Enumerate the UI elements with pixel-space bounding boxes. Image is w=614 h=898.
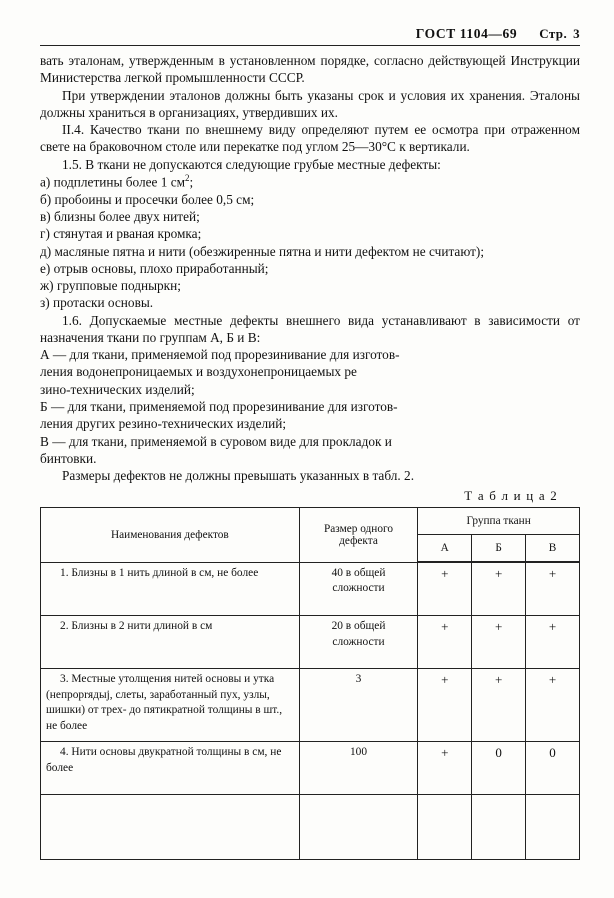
cell-group-v: + bbox=[526, 562, 580, 616]
list-item-a-superscript: 2 bbox=[185, 172, 190, 183]
list-item-b: б) пробоины и просечки более 0,5 см; bbox=[40, 191, 255, 207]
cell-defect-size bbox=[299, 616, 418, 669]
cell-group-a: + bbox=[418, 616, 472, 669]
paragraph-approval: При утверждении эталонов должны быть указаны срок и условия их хранения. Эталоны должны храниться в организациях, утвердивших их. bbox=[40, 87, 580, 120]
page-label: Стр. bbox=[539, 26, 568, 41]
header-group-v: В bbox=[526, 535, 580, 563]
header-defect-size bbox=[299, 508, 418, 563]
cell-defect-name: 1. Близны в 1 нить длиной в см, не более bbox=[41, 562, 300, 616]
cell-empty-b bbox=[472, 795, 526, 860]
group-a-line-3: зино-технических изделий; bbox=[40, 381, 195, 397]
paragraph-continuation: вать эталонам, утвержденным в установленном порядке, согласно действующей Инструкции Министерства легкой промышленности СССР. bbox=[40, 53, 580, 86]
group-b-line-1: Б — для ткани, применяемой под прорезинивание для изготов- bbox=[40, 399, 398, 415]
header-defect-size-line2: дефекта bbox=[339, 535, 378, 548]
page-header bbox=[40, 26, 580, 46]
table-row-empty bbox=[41, 795, 580, 860]
list-item-e: е) отрыв основы, плохо приработанный; bbox=[40, 260, 269, 276]
cell-empty-size bbox=[299, 795, 418, 860]
cell-defect-name: 3. Местные утолщения нитей основы и утка (непроprядыj, слеты, заработанный пух, узлы, шишки) от трех- до пятикратной толщины в шт., не более bbox=[41, 669, 300, 742]
header-defect-size-line1: Размер одного bbox=[324, 523, 394, 536]
cell-defect-size bbox=[299, 669, 418, 742]
group-a-line-1: А — для ткани, применяемой под прорезинивание для изготов- bbox=[40, 347, 400, 363]
table-row bbox=[41, 562, 580, 616]
list-item-d: д) масляные пятна и нити (обезжиренные пятна и нити дефектом не считают); bbox=[40, 243, 485, 259]
cell-group-v: + bbox=[526, 616, 580, 669]
paragraph-table-reference: Размеры дефектов не должны превышать указанных в табл. 2. bbox=[62, 468, 415, 484]
cell-size-line1: 100 bbox=[349, 746, 368, 759]
list-item-g: г) стянутая и рваная кромка; bbox=[40, 226, 202, 242]
cell-defect-size bbox=[299, 742, 418, 795]
cell-size-line2: сложности bbox=[332, 582, 385, 595]
header-defect-name: Наименования дефектов bbox=[41, 508, 300, 563]
table-header-row-1 bbox=[41, 508, 580, 535]
cell-group-b: + bbox=[472, 616, 526, 669]
cell-empty-name bbox=[41, 795, 300, 860]
header-group-a: А bbox=[418, 535, 472, 563]
cell-group-v: + bbox=[526, 669, 580, 742]
document-body bbox=[40, 52, 580, 484]
cell-group-a: + bbox=[418, 742, 472, 795]
cell-defect-name: 4. Нити основы двукратной толщины в см, не более bbox=[41, 742, 300, 795]
table-row bbox=[41, 742, 580, 795]
group-v-line-2: бинтовки. bbox=[40, 450, 97, 466]
list-item-zh: ж) групповые подныркн; bbox=[40, 278, 181, 294]
list-item-a-suffix: ; bbox=[189, 174, 194, 190]
group-a-line-2: ления водонепроницаемых и воздухонепроницаемых ре bbox=[40, 364, 357, 380]
cell-size-line1: 20 в общей bbox=[331, 620, 386, 633]
cell-empty-a bbox=[418, 795, 472, 860]
page-number: 3 bbox=[573, 26, 580, 41]
cell-group-a: + bbox=[418, 562, 472, 616]
list-item-a bbox=[40, 173, 580, 191]
cell-size-line2: сложности bbox=[332, 635, 385, 648]
table-head bbox=[41, 508, 580, 563]
table-row bbox=[41, 669, 580, 742]
list-item-z: з) протаски основы. bbox=[40, 295, 154, 311]
standard-number: ГОСТ 1104—69 bbox=[415, 26, 518, 41]
group-b-line-2: ления других резино-технических изделий; bbox=[40, 416, 287, 432]
defects-table bbox=[40, 507, 580, 860]
cell-group-b: + bbox=[472, 669, 526, 742]
cell-group-v: 0 bbox=[526, 742, 580, 795]
list-item-a-text: а) подплетины более 1 см bbox=[40, 174, 186, 190]
table-caption: Т а б л и ц а 2 bbox=[464, 488, 558, 504]
cell-defect-name: 2. Близны в 2 нити длиной в см bbox=[41, 616, 300, 669]
paragraph-clause-1-5: 1.5. В ткани не допускаются следующие грубые местные дефекты: bbox=[62, 156, 441, 172]
cell-size-line1: 3 bbox=[355, 673, 362, 686]
header-group-b: Б bbox=[472, 535, 526, 563]
header-fabric-group: Группа тканн bbox=[418, 508, 580, 535]
cell-group-a: + bbox=[418, 669, 472, 742]
cell-group-b: 0 bbox=[472, 742, 526, 795]
list-item-v: в) близны более двух нитей; bbox=[40, 208, 200, 224]
cell-defect-size bbox=[299, 562, 418, 616]
paragraph-clause-1-6: 1.6. Допускаемые местные дефекты внешнего вида устанавливают в зависимости от назначения ткани по группам А, Б и В: bbox=[40, 312, 580, 345]
cell-group-b: + bbox=[472, 562, 526, 616]
group-v-line-1: В — для ткани, применяемой в суровом виде для прокладок и bbox=[40, 433, 392, 449]
paragraph-clause-1-4: II.4. Качество ткани по внешнему виду определяют путем ее осмотра при отраженном свете на браковочном столе или перекатке под углом 25—30°C к вертикали. bbox=[40, 122, 580, 155]
table-row bbox=[41, 616, 580, 669]
cell-size-line1: 40 в общей bbox=[331, 566, 386, 579]
table-body bbox=[41, 562, 580, 860]
cell-empty-v bbox=[526, 795, 580, 860]
